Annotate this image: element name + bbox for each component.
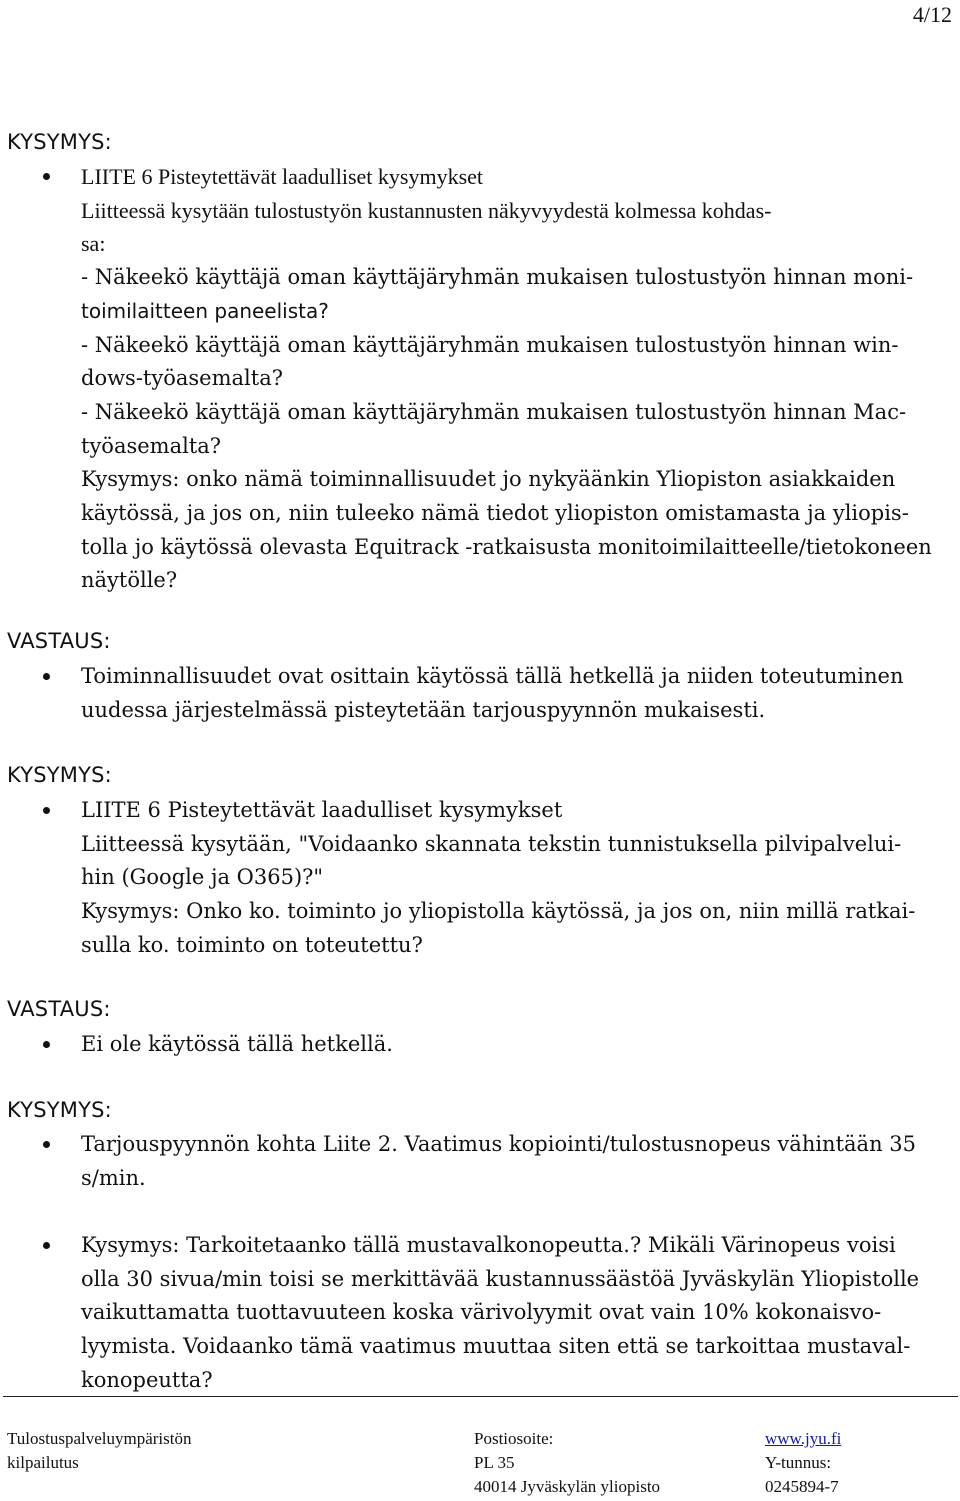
footer-contact: [765, 1427, 841, 1499]
text-line: tolla jo käytössä olevasta Equitrack -ratkaisusta monitoimilaitteelle/tietokoneen: [81, 534, 932, 559]
text-line: lyymista. Voidaanko tämä vaatimus muuttaa siten että se tarkoittaa mustaval-: [81, 1334, 911, 1359]
text-line: Liitteessä kysytään tulostustyön kustannusten näkyvyydestä kolmessa kohdas-: [81, 197, 772, 223]
text-line: - Näkeekö käyttäjä oman käyttäjäryhmän mukaisen tulostustyön hinnan win-: [81, 332, 899, 357]
question-heading: KYSYMYS:: [7, 130, 112, 154]
text-line: - Näkeekö käyttäjä oman käyttäjäryhmän mukaisen tulostustyön hinnan moni-: [81, 265, 914, 290]
bullet-icon: [43, 1041, 50, 1048]
footer-divider: [3, 1396, 958, 1397]
text-line: työasemalta?: [81, 433, 222, 458]
question-1-text: [81, 160, 932, 598]
question-heading: KYSYMYS:: [7, 1098, 112, 1122]
business-id-value: 0245894-7: [765, 1477, 839, 1496]
answer-2-text: [81, 1028, 393, 1062]
question-2-text: [81, 794, 915, 963]
text-line: toimilaitteen paneelista?: [81, 298, 329, 323]
text-line: Kysymys: Tarkoitetaanko tällä mustavalkonopeutta.? Mikäli Värinopeus voisi: [81, 1233, 896, 1257]
website-link[interactable]: www.jyu.fi: [765, 1429, 842, 1448]
footer-title-line: Tulostuspalveluympäristön: [7, 1429, 192, 1448]
bullet-icon: [43, 1242, 50, 1249]
text-line: hin (Google ja O365)?": [81, 865, 324, 890]
text-line: vaikuttamatta tuottavuuteen koska värivolyymit ovat vain 10% kokonaisvo-: [81, 1300, 882, 1325]
text-line: s/min.: [81, 1165, 146, 1190]
answer-heading: VASTAUS:: [7, 997, 111, 1021]
text-line: uudessa järjestelmässä pisteytetään tarjouspyynnön mukaisesti.: [81, 697, 766, 722]
text-line: LIITE 6 Pisteytettävät laadulliset kysymykset: [81, 798, 563, 822]
question-heading: KYSYMYS:: [7, 763, 112, 787]
text-line: sa:: [81, 231, 106, 257]
text-line: Toiminnallisuudet ovat osittain käytössä tällä hetkellä ja niiden toteutuminen: [81, 664, 904, 688]
text-line: Tarjouspyynnön kohta Liite 2. Vaatimus kopiointi/tulostusnopeus vähintään 35: [81, 1132, 916, 1156]
text-line: Ei ole käytössä tällä hetkellä.: [81, 1032, 393, 1056]
business-id-label: Y-tunnus:: [765, 1453, 832, 1472]
text-line: LIITE 6 Pisteytettävät laadulliset kysymykset: [81, 164, 484, 189]
footer-address-label: Postiosoite:: [474, 1429, 554, 1448]
text-line: Liitteessä kysytään, "Voidaanko skannata tekstin tunnistuksella pilvipalvelui-: [81, 831, 902, 856]
text-line: olla 30 sivua/min toisi se merkittävää kustannussäästöä Jyväskylän Yliopistolle: [81, 1266, 920, 1291]
question-3-text: [81, 1128, 916, 1195]
text-line: - Näkeekö käyttäjä oman käyttäjäryhmän mukaisen tulostustyön hinnan Mac-: [81, 399, 907, 424]
text-line: Kysymys: onko nämä toiminnallisuudet jo nykyäänkin Yliopiston asiakkaiden: [81, 467, 896, 492]
bullet-icon: [43, 173, 50, 180]
text-line: käytössä, ja jos on, niin tuleeko nämä tiedot yliopiston omistamasta ja yliopis-: [81, 501, 909, 526]
footer-address: [474, 1427, 660, 1499]
footer-address-line: 40014 Jyväskylän yliopisto: [474, 1477, 661, 1496]
footer-address-line: PL 35: [474, 1453, 515, 1472]
footer-title: [7, 1427, 192, 1475]
bullet-icon: [43, 673, 50, 680]
text-line: näytölle?: [81, 568, 178, 593]
page-number: 4/12: [912, 2, 952, 27]
text-line: Kysymys: Onko ko. toiminto jo yliopistolla käytössä, ja jos on, niin millä ratkai-: [81, 899, 916, 924]
answer-1-text: [81, 660, 903, 727]
question-4-text: [81, 1229, 919, 1398]
bullet-icon: [43, 1141, 50, 1148]
text-line: sulla ko. toiminto on toteutettu?: [81, 932, 423, 957]
text-line: dows-työasemalta?: [81, 366, 283, 391]
answer-heading: VASTAUS:: [7, 629, 111, 653]
bullet-icon: [43, 807, 50, 814]
footer-title-line: kilpailutus: [7, 1453, 79, 1472]
text-line: konopeutta?: [81, 1367, 213, 1392]
